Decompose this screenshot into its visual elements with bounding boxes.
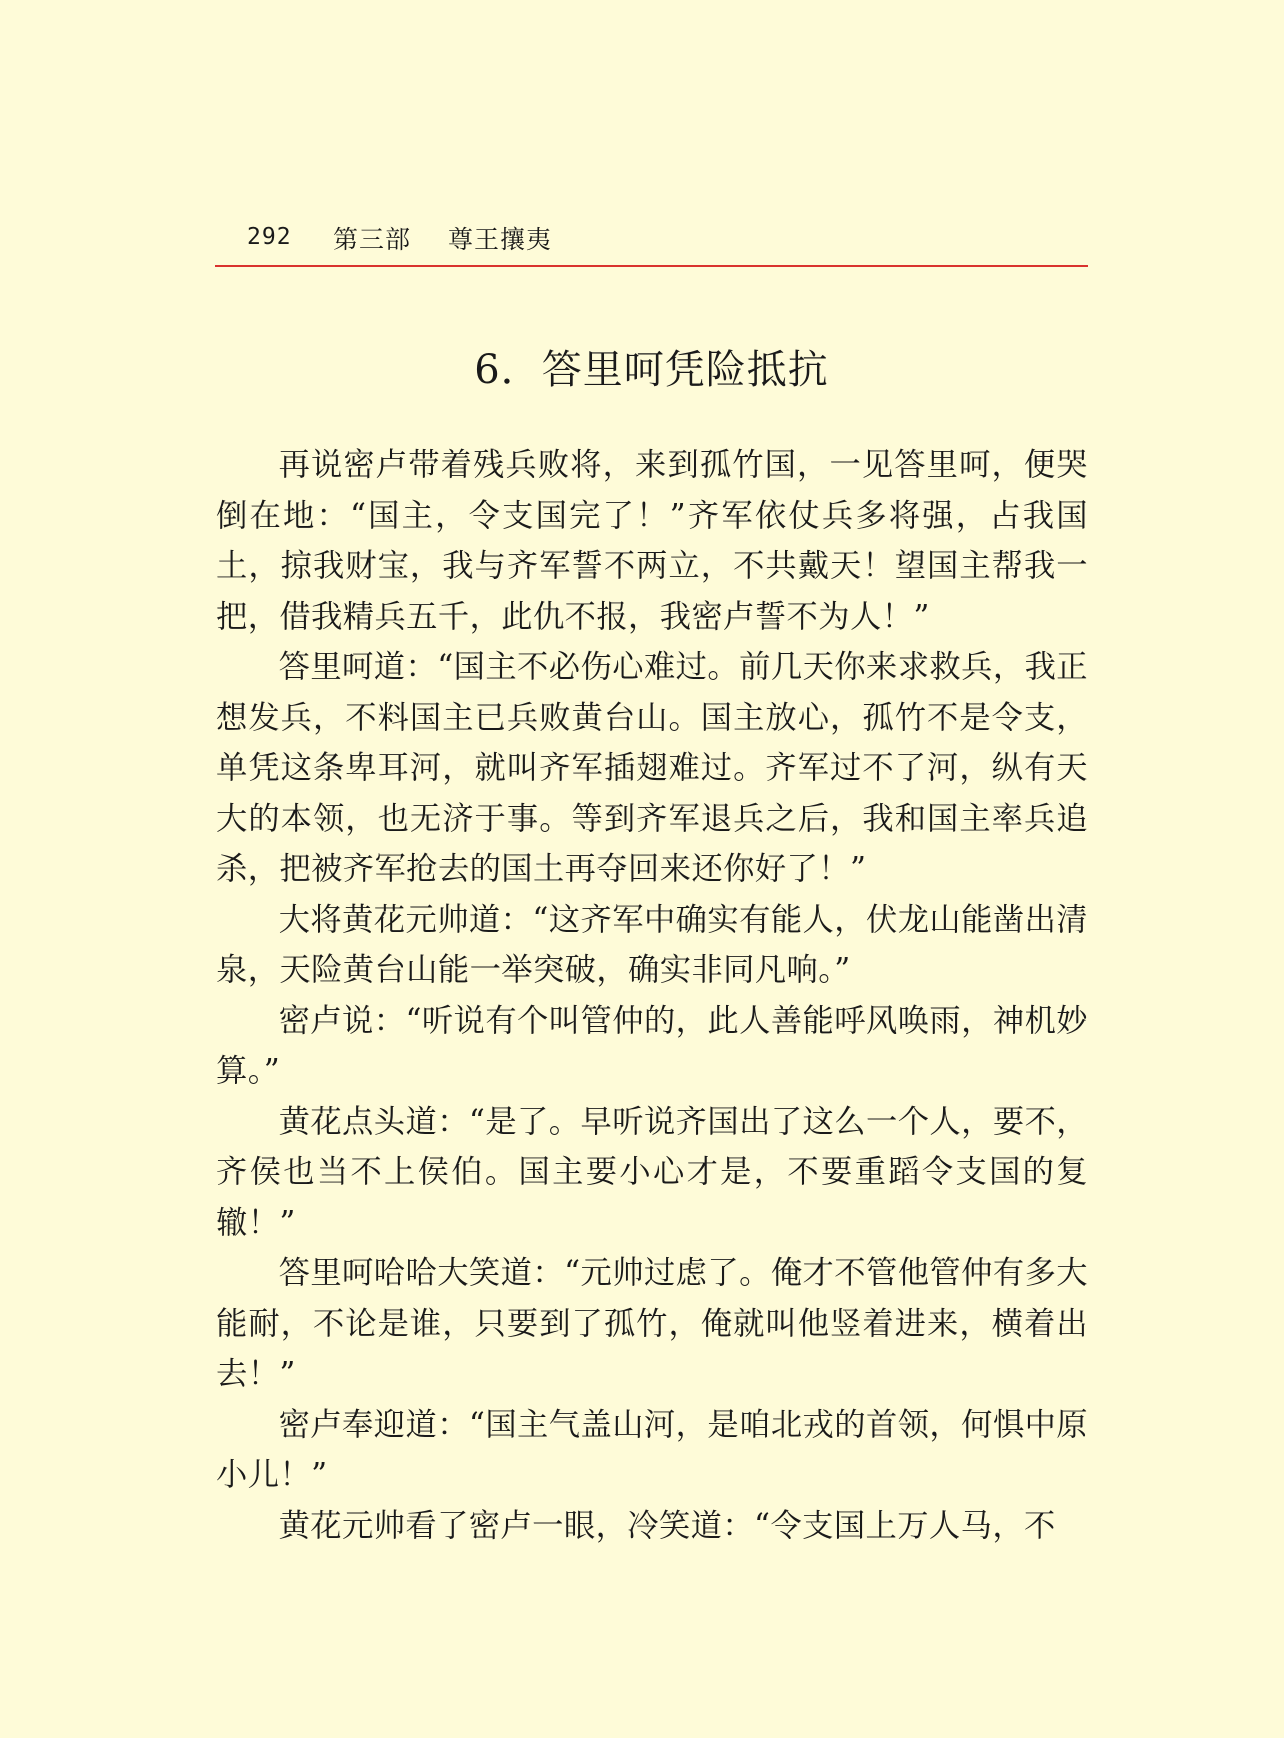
paragraph: 再说密卢带着残兵败将，来到孤竹国，一见答里呵，便哭倒在地：“国主，令支国完了！”齐军依仗兵多将强，占我国土，掠我财宝，我与齐军誓不两立，不共戴天！望国主帮我一把，借我精兵五千，此仇不报，我密卢誓不为人！” [216, 447, 1088, 635]
paragraph: 密卢说：“听说有个叫管仲的，此人善能呼风唤雨，神机妙算。” [216, 1002, 1088, 1089]
paragraph: 黄花元帅看了密卢一眼，冷笑道：“令支国上万人马，不 [278, 1507, 1056, 1544]
part-label: 第三部 [333, 225, 412, 254]
chapter-title: 6．答里呵凭险抵抗 [474, 347, 829, 393]
body-text [216, 440, 1088, 1551]
header-divider [215, 265, 1088, 267]
page-number: 292 [247, 224, 292, 250]
part-title: 尊王攘夷 [448, 225, 553, 254]
paragraph: 密卢奉迎道：“国主气盖山河，是咱北戎的首领，何惧中原小儿！” [216, 1406, 1088, 1493]
paragraph: 答里呵哈哈大笑道：“元帅过虑了。俺才不管他管仲有多大能耐，不论是谁，只要到了孤竹，俺就叫他竖着进来，横着出去！” [216, 1255, 1088, 1392]
running-head [215, 216, 1088, 264]
paragraph: 大将黄花元帅道：“这齐军中确实有能人，伏龙山能凿出清泉，天险黄台山能一举突破，确实非同凡响。” [216, 901, 1088, 988]
paragraph: 黄花点头道：“是了。早听说齐国出了这么一个人，要不，齐侯也当不上侯伯。国主要小心才是，不要重蹈令支国的复辙！” [216, 1103, 1088, 1241]
paragraph: 答里呵道：“国主不必伤心难过。前几天你来求救兵，我正想发兵，不料国主已兵败黄台山。国主放心，孤竹不是令支，单凭这条卑耳河，就叫齐军插翅难过。齐军过不了河，纵有天大的本领，也无济于事。等到齐军退兵之后，我和国主率兵追杀，把被齐军抢去的国土再夺回来还你好了！” [216, 649, 1088, 887]
